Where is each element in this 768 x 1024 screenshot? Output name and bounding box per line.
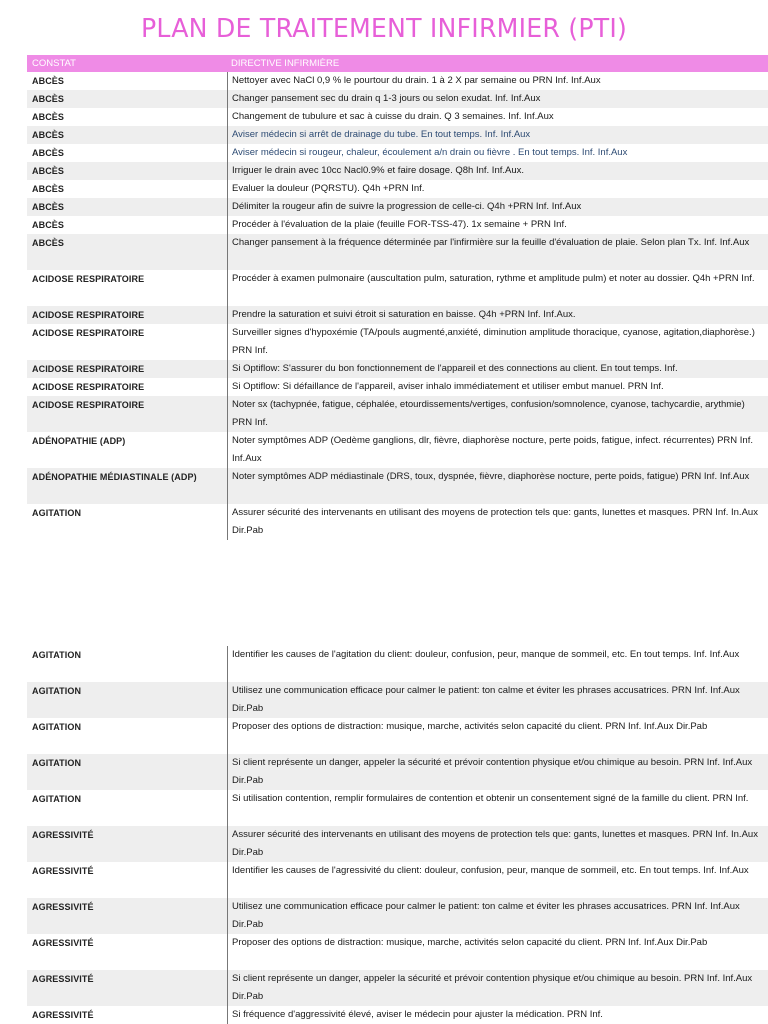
table-row [27,108,768,126]
directive-cell: Si utilisation contention, remplir formulaires de contention et obtenir un consentement signé de la famille du client. PRN Inf. [227,790,768,826]
header-directive: DIRECTIVE INFIRMIÈRE [231,58,340,69]
constat-cell: AGITATION [32,686,82,696]
directive-cell: Proposer des options de distraction: musique, marche, activités selon capacité du client. PRN Inf. Inf.Aux Dir.Pab [227,718,768,754]
table-row [27,504,768,540]
constat-cell: AGITATION [32,508,82,518]
header-constat: CONSTAT [32,58,76,69]
table-row [27,898,768,934]
constat-cell: ABCÈS [32,202,65,212]
table-row [27,162,768,180]
constat-cell: ABCÈS [32,130,65,140]
table-row [27,216,768,234]
table-row [27,718,768,754]
directive-cell: Identifier les causes de l'agressivité du client: douleur, confusion, peur, manque de sommeil, etc. En tout temps. Inf. Inf.Aux [227,862,768,898]
constat-cell: ABCÈS [32,148,65,158]
constat-cell: ABCÈS [32,112,65,122]
constat-cell: ABCÈS [32,76,65,86]
constat-cell: ADÉNOPATHIE (ADP) [32,436,126,446]
constat-cell: AGRESSIVITÉ [32,830,94,840]
pti-table-page-2 [27,646,768,1024]
constat-cell: AGRESSIVITÉ [32,1010,94,1020]
constat-cell: AGITATION [32,794,82,804]
directive-cell: Identifier les causes de l'agitation du client: douleur, confusion, peur, manque de sommeil, etc. En tout temps. Inf. Inf.Aux [227,646,768,682]
table-body [27,72,768,540]
page-title: PLAN DE TRAITEMENT INFIRMIER (PTI) [140,14,628,44]
table-row [27,862,768,898]
directive-cell: Si client représente un danger, appeler la sécurité et prévoir contention physique et/ou chimique au besoin. PRN Inf. Inf.Aux Dir.Pab [227,970,768,1006]
table-row [27,72,768,90]
directive-cell: Délimiter la rougeur afin de suivre la progression de celle-ci. Q4h +PRN Inf. Inf.Aux [227,198,768,216]
directive-cell: Proposer des options de distraction: musique, marche, activités selon capacité du client. PRN Inf. Inf.Aux Dir.Pab [227,934,768,970]
directive-cell: Nettoyer avec NaCl 0,9 % le pourtour du drain. 1 à 2 X par semaine ou PRN Inf. Inf.Aux [227,72,768,90]
table-row [27,378,768,396]
table-header [27,55,768,72]
table-row [27,180,768,198]
constat-cell: ABCÈS [32,166,65,176]
constat-cell: ABCÈS [32,94,65,104]
table-row [27,468,768,504]
constat-cell: ABCÈS [32,184,65,194]
table-row [27,234,768,270]
table-row [27,396,768,432]
table-row [27,754,768,790]
directive-cell: Noter symptômes ADP médiastinale (DRS, toux, dyspnée, fièvre, diaphorèse nocture, perte poids, fatigue) PRN Inf. Inf.Aux [227,468,768,504]
directive-cell: Si fréquence d'aggressivité élevé, aviser le médecin pour ajuster la médication. PRN Inf. [227,1006,768,1024]
directive-cell: Evaluer la douleur (PQRSTU). Q4h +PRN Inf. [227,180,768,198]
table-row [27,790,768,826]
constat-cell: ACIDOSE RESPIRATOIRE [32,310,145,320]
directive-cell: Changer pansement à la fréquence déterminée par l'infirmière sur la feuille d'évaluation de plaie. Selon plan Tx. Inf. Inf.Aux [227,234,768,270]
constat-cell: ACIDOSE RESPIRATOIRE [32,400,145,410]
table-row [27,324,768,360]
directive-cell: Changement de tubulure et sac à cuisse du drain. Q 3 semaines. Inf. Inf.Aux [227,108,768,126]
table-row [27,826,768,862]
table-row [27,682,768,718]
directive-cell: Aviser médecin si arrêt de drainage du tube. En tout temps. Inf. Inf.Aux [227,126,768,144]
table-row [27,970,768,1006]
directive-cell: Prendre la saturation et suivi étroit si saturation en baisse. Q4h +PRN Inf. Inf.Aux. [227,306,768,324]
constat-cell: AGRESSIVITÉ [32,866,94,876]
table-row [27,432,768,468]
constat-cell: AGITATION [32,758,82,768]
constat-cell: AGITATION [32,650,82,660]
constat-cell: ACIDOSE RESPIRATOIRE [32,382,145,392]
directive-cell: Assurer sécurité des intervenants en utilisant des moyens de protection tels que: gants, lunettes et masques. PRN Inf. In.Aux Dir.Pab [227,504,768,540]
directive-cell: Si client représente un danger, appeler la sécurité et prévoir contention physique et/ou chimique au besoin. PRN Inf. Inf.Aux Dir.Pab [227,754,768,790]
table-row [27,646,768,682]
directive-cell: Changer pansement sec du drain q 1-3 jours ou selon exudat. Inf. Inf.Aux [227,90,768,108]
table-row [27,270,768,306]
directive-cell: Utilisez une communication efficace pour calmer le patient: ton calme et éviter les phrases accusatrices. PRN Inf. Inf.Aux Dir.Pab [227,682,768,718]
pti-table-page-1 [27,55,768,540]
constat-cell: ACIDOSE RESPIRATOIRE [32,364,145,374]
constat-cell: AGRESSIVITÉ [32,902,94,912]
directive-cell: Si Optiflow: Si défaillance de l'appareil, aviser inhalo immédiatement et utiliser embut manuel. PRN Inf. [227,378,768,396]
constat-cell: ACIDOSE RESPIRATOIRE [32,328,145,338]
directive-cell: Si Optiflow: S'assurer du bon fonctionnement de l'appareil et des connections au client. En tout temps. Inf. [227,360,768,378]
directive-cell: Noter sx (tachypnée, fatigue, céphalée, etourdissements/vertiges, confusion/somnolence, cyanose, tachycardie, arythmie) PRN Inf. [227,396,768,432]
directive-cell: Noter symptômes ADP (Oedème ganglions, dlr, fièvre, diaphorèse nocture, perte poids, fatigue, infect. récurrentes) PRN Inf. Inf.Aux [227,432,768,468]
table-row [27,198,768,216]
table-row [27,126,768,144]
directive-cell: Assurer sécurité des intervenants en utilisant des moyens de protection tels que: gants, lunettes et masques. PRN Inf. In.Aux Dir.Pab [227,826,768,862]
constat-cell: AGRESSIVITÉ [32,938,94,948]
directive-cell: Utilisez une communication efficace pour calmer le patient: ton calme et éviter les phrases accusatrices. PRN Inf. Inf.Aux Dir.Pab [227,898,768,934]
table-row [27,360,768,378]
constat-cell: AGRESSIVITÉ [32,974,94,984]
directive-cell: Surveiller signes d'hypoxémie (TA/pouls augmenté,anxiété, diminution amplitude thoracique, cyanose, agitation,diaphorèse.) PRN Inf. [227,324,768,360]
table-row [27,934,768,970]
table-row [27,1006,768,1024]
table-row [27,144,768,162]
table-row [27,306,768,324]
directive-cell: Aviser médecin si rougeur, chaleur, écoulement a/n drain ou fièvre . En tout temps. Inf. Inf.Aux [227,144,768,162]
table-body [27,646,768,1024]
constat-cell: ADÉNOPATHIE MÉDIASTINALE (ADP) [32,472,197,482]
constat-cell: AGITATION [32,722,82,732]
constat-cell: ABCÈS [32,220,65,230]
constat-cell: ACIDOSE RESPIRATOIRE [32,274,145,284]
directive-cell: Procéder à examen pulmonaire (auscultation pulm, saturation, rythme et amplitude pulm) et noter au dossier. Q4h +PRN Inf. [227,270,768,306]
directive-cell: Procéder à l'évaluation de la plaie (feuille FOR-TSS-47). 1x semaine + PRN Inf. [227,216,768,234]
constat-cell: ABCÈS [32,238,65,248]
table-row [27,90,768,108]
directive-cell: Irriguer le drain avec 10cc Nacl0.9% et faire dosage. Q8h Inf. Inf.Aux. [227,162,768,180]
